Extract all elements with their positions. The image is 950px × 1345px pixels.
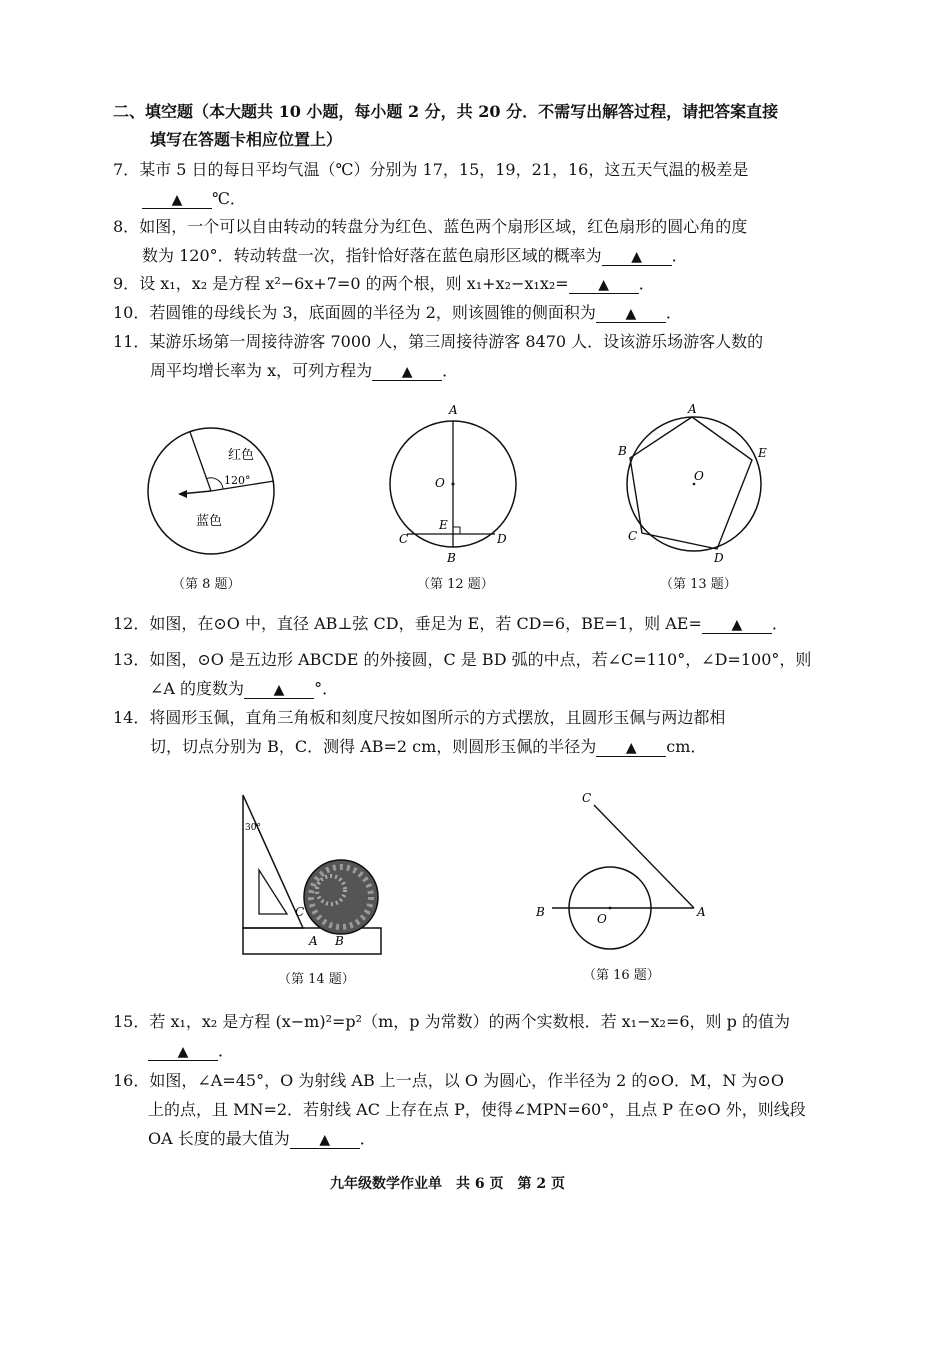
answer-blank[interactable]: ▲ bbox=[148, 1044, 218, 1061]
figure-13-caption: （第 13 题） bbox=[660, 577, 737, 592]
question-16: 16．如图，∠A=45°，O 为射线 AB 上一点，以 O 为圆心，作半径为 2 的⊙O．M，N 为⊙O bbox=[113, 1071, 784, 1090]
circle-diameter-figure bbox=[385, 400, 525, 570]
point-d-label: D bbox=[497, 532, 507, 546]
point-b-label: B bbox=[536, 905, 545, 919]
answer-blank[interactable]: ▲ bbox=[596, 306, 666, 323]
blue-sector-label: 蓝色 bbox=[196, 514, 223, 529]
spinner-figure bbox=[140, 415, 290, 565]
point-o-label: O bbox=[435, 476, 445, 490]
point-a-label: A bbox=[309, 934, 318, 948]
question-10: 10．若圆锥的母线长为 3，底面圆的半径为 2，则该圆锥的侧面积为 ▲ ． bbox=[113, 303, 682, 322]
answer-blank[interactable]: ▲ bbox=[372, 364, 442, 381]
point-a-label: A bbox=[449, 403, 458, 417]
answer-blank[interactable]: ▲ bbox=[596, 740, 666, 757]
question-13: 13．如图，⊙O 是五边形 ABCDE 的外接圆，C 是 BD 弧的中点，若∠C=110°，∠D=100°，则 bbox=[113, 650, 812, 669]
point-a-label: A bbox=[688, 402, 697, 416]
point-b-label: B bbox=[447, 551, 456, 565]
figure-16-caption: （第 16 题） bbox=[583, 968, 660, 983]
question-11-line2: 周平均增长率为 x，可列方程为 ▲ ． bbox=[150, 361, 459, 380]
question-14: 14．将圆形玉佩，直角三角板和刻度尺按如图所示的方式摆放，且圆形玉佩与两边都相 bbox=[113, 708, 726, 727]
point-c-label: C bbox=[295, 905, 305, 919]
point-c-label: C bbox=[628, 529, 638, 543]
question-9: 9．设 x₁，x₂ 是方程 x²−6x+7=0 的两个根，则 x₁+x₂−x₁x₂= ▲ ． bbox=[113, 274, 655, 293]
question-7-answer: ▲ ℃． bbox=[142, 189, 246, 209]
point-c-label: C bbox=[582, 791, 592, 805]
section-heading-cont: 填写在答题卡相应位置上） bbox=[150, 130, 343, 149]
jade-pendant-figure bbox=[235, 790, 395, 960]
ray-circle-figure bbox=[530, 790, 720, 960]
answer-blank[interactable]: ▲ bbox=[142, 192, 212, 209]
answer-blank[interactable]: ▲ bbox=[569, 277, 639, 294]
point-b-label: B bbox=[618, 444, 627, 458]
point-a-label: A bbox=[697, 905, 706, 919]
answer-blank[interactable]: ▲ bbox=[244, 682, 314, 699]
question-13-line2: ∠A 的度数为 ▲ °． bbox=[150, 679, 339, 698]
question-12: 12．如图，在⊙O 中，直径 AB⊥弦 CD，垂足为 E，若 CD=6，BE=1，则 AE= ▲ ． bbox=[113, 614, 788, 633]
question-16-line3: OA 长度的最大值为 ▲ ． bbox=[148, 1129, 376, 1148]
figure-14-caption: （第 14 题） bbox=[278, 972, 355, 987]
question-8-line2: 数为 120°．转动转盘一次，指针恰好落在蓝色扇形区域的概率为 ▲ ． bbox=[142, 246, 688, 265]
answer-blank[interactable]: ▲ bbox=[290, 1132, 360, 1149]
question-7: 7．某市 5 日的每日平均气温（℃）分别为 17，15，19，21，16，这五天气温的极差是 bbox=[113, 160, 749, 179]
answer-blank[interactable]: ▲ bbox=[702, 617, 772, 634]
point-o-label: O bbox=[597, 912, 607, 926]
question-8: 8．如图，一个可以自由转动的转盘分为红色、蓝色两个扇形区域，红色扇形的圆心角的度 bbox=[113, 217, 748, 236]
page-footer: 九年级数学作业单 共 6 页 第 2 页 bbox=[330, 1176, 565, 1192]
question-11: 11．某游乐场第一周接待游客 7000 人，第三周接待游客 8470 人．设该游乐场游客人数的 bbox=[113, 332, 764, 351]
question-16-line2: 上的点，且 MN=2．若射线 AC 上存在点 P，使得∠MPN=60°，且点 P 在⊙O 外，则线段 bbox=[148, 1100, 806, 1119]
pentagon-figure bbox=[612, 400, 772, 570]
figure-8-caption: （第 8 题） bbox=[172, 577, 241, 592]
point-d-label: D bbox=[714, 551, 724, 565]
question-14-line2: 切，切点分别为 B，C．测得 AB=2 cm，则圆形玉佩的半径为 ▲ cm． bbox=[150, 737, 707, 756]
answer-blank[interactable]: ▲ bbox=[602, 249, 672, 266]
point-o-label: O bbox=[694, 469, 704, 483]
point-e-label: E bbox=[439, 518, 448, 532]
angle-label: 30° bbox=[245, 823, 261, 833]
red-sector-label: 红色 bbox=[228, 448, 255, 463]
angle-label: 120° bbox=[224, 474, 251, 487]
point-b-label: B bbox=[335, 934, 344, 948]
question-15: 15．若 x₁，x₂ 是方程 (x−m)²=p²（m，p 为常数）的两个实数根．若 x₁−x₂=6，则 p 的值为 bbox=[113, 1012, 790, 1031]
point-c-label: C bbox=[399, 532, 409, 546]
question-15-answer: ▲ ． bbox=[148, 1041, 234, 1061]
section-heading: 二、填空题（本大题共 10 小题，每小题 2 分，共 20 分．不需写出解答过程，请把答案直接 bbox=[113, 102, 779, 121]
figure-12-caption: （第 12 题） bbox=[417, 577, 494, 592]
point-e-label: E bbox=[758, 446, 767, 460]
